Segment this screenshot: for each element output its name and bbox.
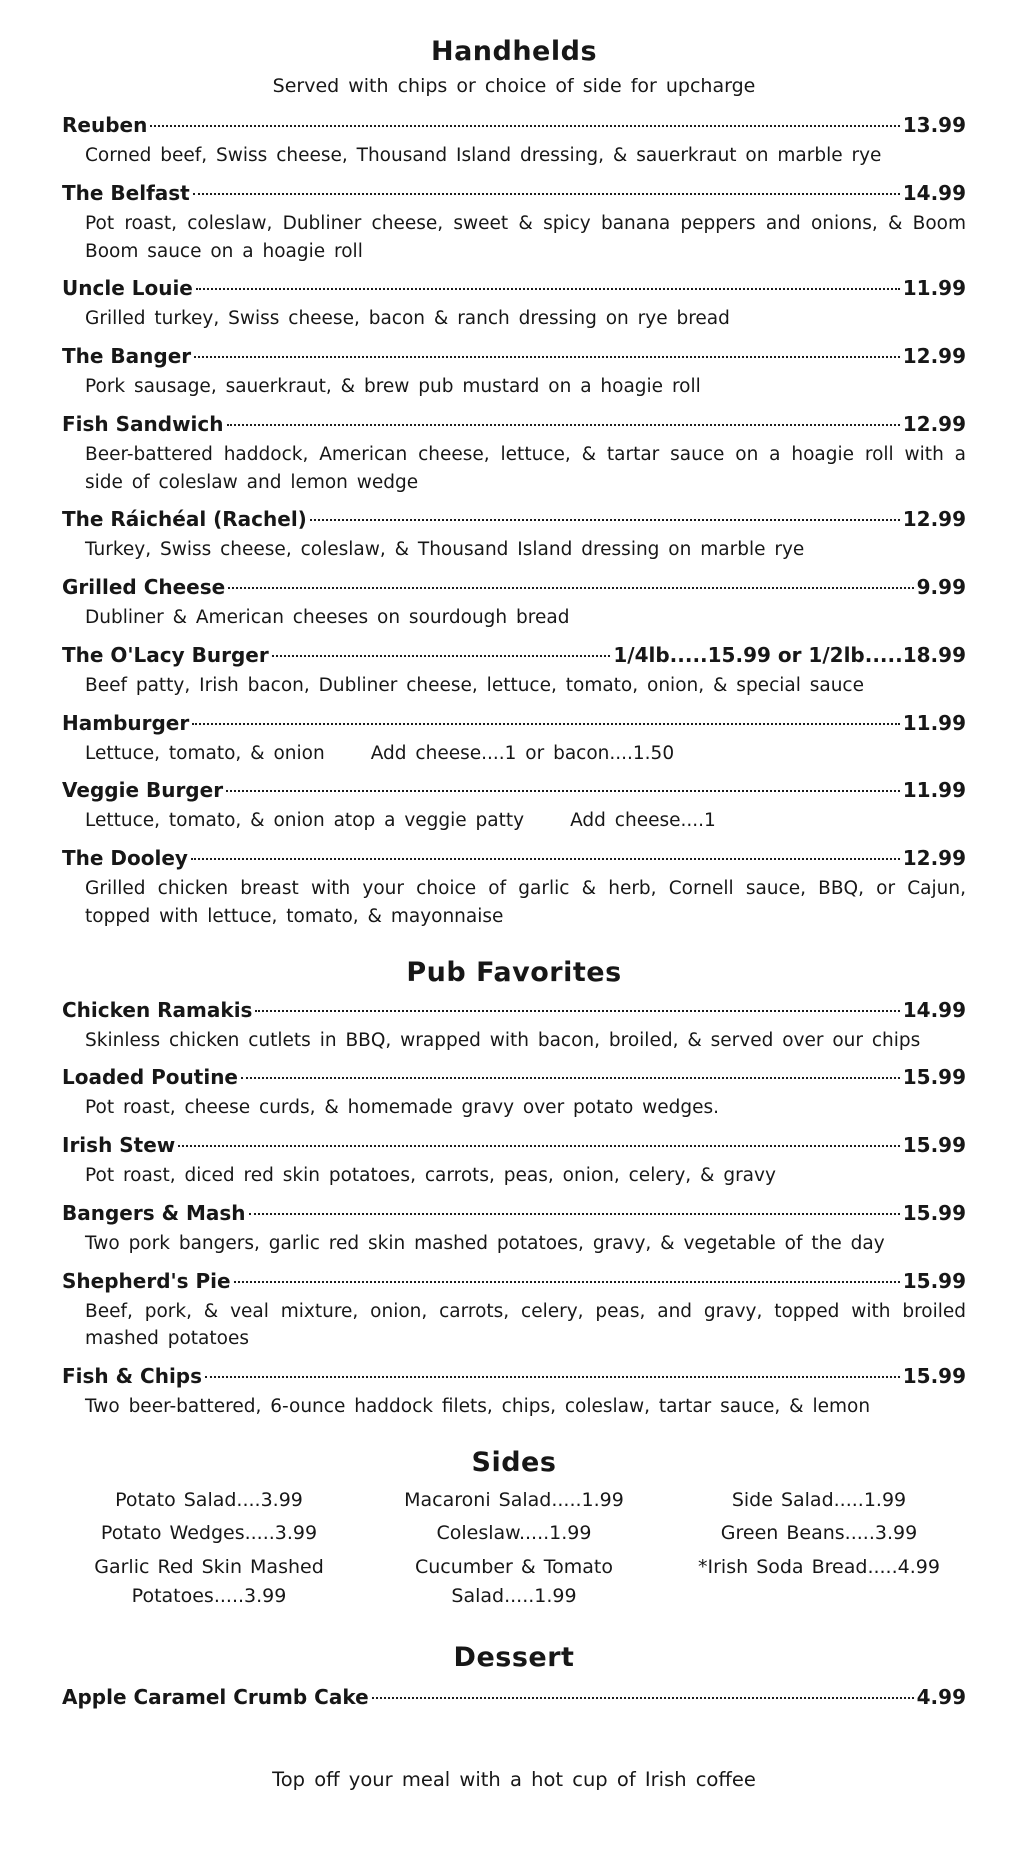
item-desc: Pork sausage, sauerkraut, & brew pub mustard on a hoagie roll <box>85 376 701 397</box>
menu-item <box>62 776 966 835</box>
item-price: 11.99 <box>902 276 966 301</box>
item-name: Uncle Louie <box>62 276 193 301</box>
item-price: 9.99 <box>916 575 966 599</box>
item-name: The O'Lacy Burger <box>62 642 269 667</box>
item-desc: Skinless chicken cutlets in BBQ, wrapped with bacon, broiled, & served over our chips <box>85 1029 921 1051</box>
side-item: Potato Salad....3.99 <box>115 1488 303 1511</box>
handhelds-subtitle: Served with chips or choice of side for upcharge <box>272 75 756 97</box>
sides-column-1 <box>72 1486 346 1616</box>
dot-leader <box>255 1010 899 1012</box>
dot-leader <box>249 1213 900 1215</box>
item-name: Chicken Ramakis <box>62 997 253 1022</box>
item-price: 11.99 <box>902 710 966 735</box>
item-name: The Banger <box>62 344 192 368</box>
side-item: Potato Wedges.....3.99 <box>100 1522 318 1545</box>
sides-column-2 <box>377 1486 651 1616</box>
item-name: Grilled Cheese <box>62 575 226 599</box>
item-name: Hamburger <box>62 710 190 735</box>
menu-item <box>62 342 966 401</box>
menu-item <box>62 505 966 564</box>
section-title-pub-favorites: Pub Favorites <box>406 956 622 988</box>
item-desc: Turkey, Swiss cheese, coleslaw, & Thousand Island dressing on marble rye <box>85 539 805 561</box>
dot-leader <box>227 424 900 426</box>
item-price: 14.99 <box>902 997 966 1022</box>
sides-column-3 <box>682 1486 956 1616</box>
item-price: 15.99 <box>902 1133 966 1157</box>
menu-item <box>62 410 966 497</box>
item-price: 12.99 <box>902 344 966 368</box>
footer-note: Top off your meal with a hot cup of Irish coffee <box>272 1767 756 1791</box>
menu-item <box>62 709 966 768</box>
item-note: Add cheese....1 <box>570 810 716 832</box>
menu-item <box>62 1267 966 1354</box>
item-desc: Corned beef, Swiss cheese, Thousand Island dressing, & sauerkraut on marble rye <box>85 145 882 166</box>
item-name: The Dooley <box>62 846 188 870</box>
item-price: 15.99 <box>902 1200 966 1225</box>
dot-leader <box>178 1145 899 1147</box>
item-price: 4.99 <box>916 1684 966 1709</box>
dot-leader <box>150 125 899 127</box>
item-name: Bangers & Mash <box>62 1200 246 1225</box>
item-desc: Grilled turkey, Swiss cheese, bacon & ranch dressing on rye bread <box>85 308 730 330</box>
item-desc: Pot roast, diced red skin potatoes, carrots, peas, onion, celery, & gravy <box>85 1165 776 1186</box>
item-desc: Two beer-battered, 6-ounce haddock filets, chips, coleslaw, tartar sauce, & lemon <box>85 1396 871 1417</box>
item-name: Reuben <box>62 113 148 137</box>
item-desc: Dubliner & American cheeses on sourdough bread <box>85 607 570 628</box>
section-title-handhelds: Handhelds <box>430 36 598 67</box>
section-title-dessert: Dessert <box>453 1641 575 1673</box>
dot-leader <box>228 587 913 589</box>
item-desc-text: Lettuce, tomato, & onion <box>85 742 325 764</box>
item-name: Shepherd's Pie <box>62 1268 231 1293</box>
dot-leader <box>191 858 900 860</box>
menu-item <box>62 1199 966 1258</box>
menu-item <box>62 179 966 266</box>
menu-item <box>62 844 966 931</box>
item-desc: Beef patty, Irish bacon, Dubliner cheese, lettuce, tomato, onion, & special sauce <box>85 674 864 696</box>
dot-leader <box>196 288 900 290</box>
item-desc <box>85 740 966 768</box>
item-name: Fish Sandwich <box>62 411 224 436</box>
menu-item <box>62 1131 966 1190</box>
item-price: 15.99 <box>902 1268 966 1293</box>
item-name: The Ráichéal (Rachel) <box>62 507 307 532</box>
item-desc: Beer-battered haddock, American cheese, lettuce, & tartar sauce on a hoagie roll with a side of coleslaw and lemon wedge <box>85 443 966 493</box>
menu-item <box>62 573 966 632</box>
section-title-sides: Sides <box>471 1446 557 1478</box>
side-item: Macaroni Salad.....1.99 <box>404 1488 624 1511</box>
side-item: Garlic Red Skin Mashed Potatoes.....3.99 <box>94 1555 324 1608</box>
dot-leader <box>372 1697 914 1699</box>
item-price: 11.99 <box>902 778 966 803</box>
item-desc <box>85 807 966 835</box>
item-price: 14.99 <box>902 180 966 205</box>
menu-item <box>62 1683 966 1712</box>
item-price: 15.99 <box>902 1065 966 1090</box>
item-price: 15.99 <box>902 1364 966 1388</box>
item-price: 1/4lb.....15.99 or 1/2lb.....18.99 <box>613 642 966 667</box>
item-desc: Beef, pork, & veal mixture, onion, carrots, celery, peas, and gravy, topped with broiled mashed potatoes <box>85 1300 966 1350</box>
item-name: Apple Caramel Crumb Cake <box>62 1684 369 1709</box>
item-desc: Pot roast, coleslaw, Dubliner cheese, sweet & spicy banana peppers and onions, & Boom Boom sauce on a hoagie roll <box>85 212 966 262</box>
dot-leader <box>234 1281 900 1283</box>
item-desc: Grilled chicken breast with your choice of garlic & herb, Cornell sauce, BBQ, or Cajun, topped with lettuce, tomato, & mayonnaise <box>85 878 966 927</box>
item-desc: Two pork bangers, garlic red skin mashed potatoes, gravy, & vegetable of the day <box>85 1232 885 1254</box>
side-item: *Irish Soda Bread.....4.99 <box>698 1555 940 1578</box>
item-price: 13.99 <box>902 113 966 137</box>
menu-item <box>62 1063 966 1122</box>
side-item: Green Beans.....3.99 <box>720 1522 918 1545</box>
item-name: Fish & Chips <box>62 1364 203 1388</box>
dot-leader <box>193 193 900 195</box>
item-note: Add cheese....1 or bacon....1.50 <box>370 742 675 764</box>
menu-item <box>62 111 966 170</box>
menu-item <box>62 996 966 1055</box>
side-item: Cucumber & Tomato Salad.....1.99 <box>415 1555 613 1608</box>
item-desc-text: Lettuce, tomato, & onion atop a veggie patty <box>85 810 525 832</box>
item-name: Veggie Burger <box>62 778 224 803</box>
menu-item <box>62 274 966 333</box>
dot-leader <box>205 1376 900 1378</box>
item-price: 12.99 <box>902 411 966 436</box>
menu-item <box>62 641 966 700</box>
item-desc: Pot roast, cheese curds, & homemade gravy over potato wedges. <box>85 1097 720 1119</box>
item-price: 12.99 <box>902 507 966 532</box>
menu-item <box>62 1362 966 1421</box>
item-name: Loaded Poutine <box>62 1065 238 1090</box>
dot-leader <box>272 655 611 657</box>
dot-leader <box>226 790 900 792</box>
item-name: Irish Stew <box>62 1133 176 1157</box>
side-item: Side Salad.....1.99 <box>731 1488 907 1511</box>
dot-leader <box>194 356 900 358</box>
side-item: Coleslaw.....1.99 <box>436 1522 592 1545</box>
dot-leader <box>192 723 899 725</box>
item-price: 12.99 <box>902 846 966 870</box>
dot-leader <box>241 1077 900 1079</box>
sides-grid <box>72 1486 956 1616</box>
dot-leader <box>310 519 900 521</box>
item-name: The Belfast <box>62 180 190 205</box>
